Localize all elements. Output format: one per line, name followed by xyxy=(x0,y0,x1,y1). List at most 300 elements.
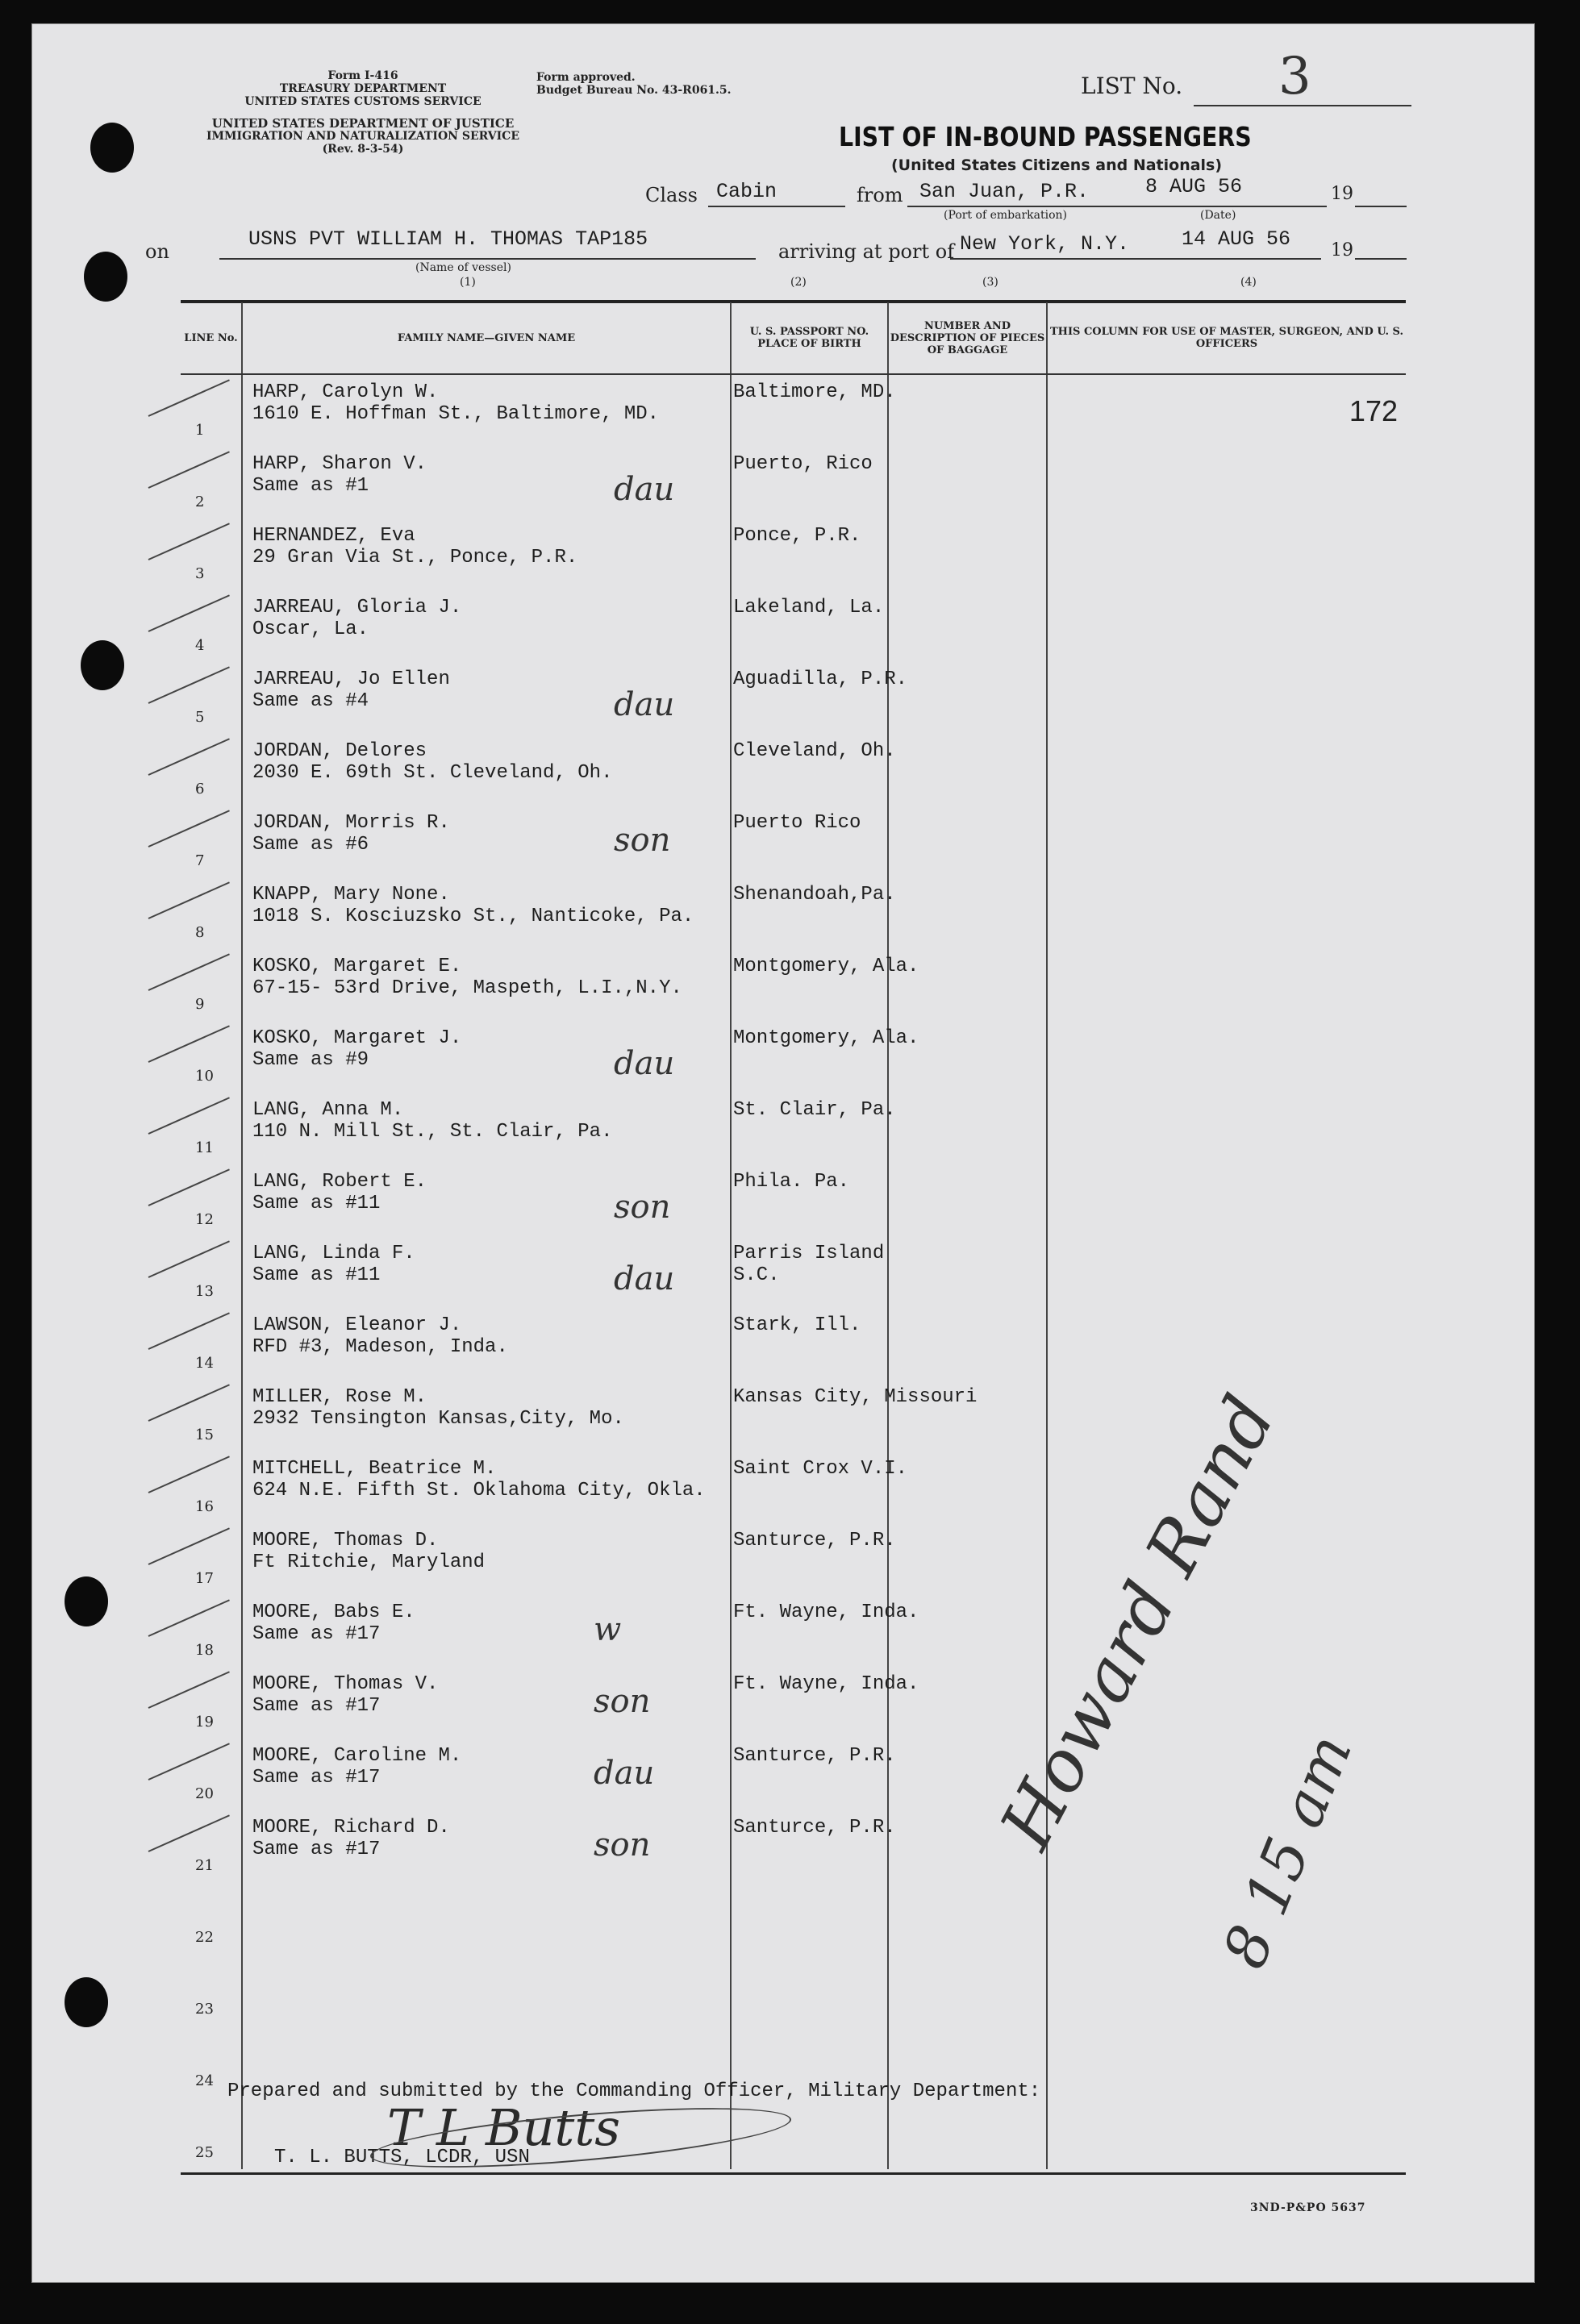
year-underline-2 xyxy=(1355,258,1407,260)
place-of-birth: Saint Crox V.I. xyxy=(733,1458,908,1480)
tally-mark xyxy=(148,1599,230,1637)
birthplace-cell xyxy=(731,1882,888,1954)
revision-date: (Rev. 8-3-54) xyxy=(322,143,404,156)
place-of-birth: Santurce, P.R. xyxy=(733,1530,896,1551)
tally-mark xyxy=(148,1814,230,1852)
line-number: 10 xyxy=(195,1068,214,1085)
line-number: 19 xyxy=(195,1714,214,1731)
name-cell xyxy=(242,1882,731,1954)
birthplace-cell xyxy=(731,1523,896,1595)
department-of-justice: UNITED STATES DEPARTMENT OF JUSTICE xyxy=(211,116,515,131)
table-row xyxy=(181,734,1406,806)
place-of-birth: Ft. Wayne, Inda. xyxy=(733,1601,919,1623)
line-number: 20 xyxy=(195,1785,214,1802)
place-of-birth: Ft. Wayne, Inda. xyxy=(733,1673,919,1695)
birthplace-cell xyxy=(731,1093,896,1164)
passenger-name: LANG, Anna M. xyxy=(252,1099,404,1121)
passenger-address: RFD #3, Madeson, Inda. xyxy=(252,1336,508,1358)
officer-cell xyxy=(1047,2026,1406,2097)
embarkation-caption: (Port of embarkation) xyxy=(944,209,1067,222)
tally-mark xyxy=(148,594,230,632)
officer-cell xyxy=(1047,1308,1406,1380)
line-number: 2 xyxy=(195,494,205,510)
line-no-cell xyxy=(181,1380,242,1451)
passenger-address: Same as #11 xyxy=(252,1264,381,1286)
relationship-note: dau xyxy=(614,1045,675,1082)
baggage-cell xyxy=(888,519,1047,590)
officer-cell xyxy=(1047,949,1406,1021)
passenger-name: MOORE, Caroline M. xyxy=(252,1745,462,1767)
officer-cell xyxy=(1047,734,1406,806)
table-row xyxy=(181,447,1406,519)
year-underline-1 xyxy=(1355,206,1407,207)
baggage-cell xyxy=(888,949,1047,1021)
line-no-cell xyxy=(181,1451,242,1523)
passenger-name: KOSKO, Margaret J. xyxy=(252,1027,462,1049)
name-cell xyxy=(242,1954,731,2026)
passenger-address: 1610 E. Hoffman St., Baltimore, MD. xyxy=(252,403,660,425)
line-number: 24 xyxy=(195,2072,214,2089)
name-cell xyxy=(242,734,731,806)
line-no-cell xyxy=(181,1523,242,1595)
line-number: 17 xyxy=(195,1570,214,1587)
place-of-birth: Baltimore, MD. xyxy=(733,381,896,403)
class-underline xyxy=(708,206,845,207)
immigration-service: IMMIGRATION AND NATURALIZATION SERVICE xyxy=(206,130,519,143)
table-row xyxy=(181,590,1406,662)
relationship-note: son xyxy=(614,1189,671,1226)
prepared-by-text: Prepared and submitted by the Commanding Officer, Military Department: xyxy=(227,2080,1041,2102)
passenger-name: MILLER, Rose M. xyxy=(252,1386,427,1408)
binder-hole-top xyxy=(90,123,134,173)
line-no-cell xyxy=(181,1595,242,1667)
relationship-note: w xyxy=(594,1611,622,1648)
form-approved: Form approved. xyxy=(536,71,636,84)
baggage-cell xyxy=(888,1021,1047,1093)
line-no-cell xyxy=(181,1739,242,1810)
passenger-address: 2030 E. 69th St. Cleveland, Oh. xyxy=(252,762,613,784)
passenger-address: 1018 S. Kosciuzsko St., Nanticoke, Pa. xyxy=(252,906,694,927)
place-of-birth-line-2: S.C. xyxy=(733,1264,780,1286)
baggage-cell xyxy=(888,1164,1047,1236)
officer-cell xyxy=(1047,1021,1406,1093)
budget-bureau: Budget Bureau No. 43-R061.5. xyxy=(536,84,732,97)
arriving-label: arriving at port of xyxy=(778,240,955,263)
line-number: 5 xyxy=(195,709,205,726)
line-no-cell xyxy=(181,877,242,949)
binder-hole-middle xyxy=(81,640,124,690)
tally-mark xyxy=(148,1097,230,1135)
column-3-caption: (3) xyxy=(982,276,998,289)
tally-mark xyxy=(148,451,230,489)
page-subtitle: (United States Citizens and Nationals) xyxy=(891,156,1223,174)
name-cell xyxy=(242,877,731,949)
line-no-cell xyxy=(181,1667,242,1739)
baggage-cell xyxy=(888,1093,1047,1164)
line-no-cell xyxy=(181,1164,242,1236)
table-row xyxy=(181,806,1406,877)
line-no-cell xyxy=(181,519,242,590)
place-of-birth: Ponce, P.R. xyxy=(733,525,861,547)
place-of-birth: Stark, Ill. xyxy=(733,1314,861,1336)
margin-signature: Howard Rand xyxy=(984,1382,1291,1862)
place-of-birth: Santurce, P.R. xyxy=(733,1817,896,1839)
passenger-manifest-page xyxy=(32,24,1534,2282)
baggage-cell xyxy=(888,1954,1047,2026)
table-row xyxy=(181,662,1406,734)
list-no-value: 3 xyxy=(1278,47,1311,106)
birthplace-cell xyxy=(731,734,896,806)
embarkation-port-value: San Juan, P.R. xyxy=(919,180,1090,203)
passenger-address: 624 N.E. Fifth St. Oklahoma City, Okla. xyxy=(252,1480,706,1501)
tally-mark xyxy=(148,666,230,704)
passenger-table xyxy=(181,302,1406,2169)
passenger-name: JORDAN, Delores xyxy=(252,740,427,762)
passenger-name: JARREAU, Jo Ellen xyxy=(252,668,450,690)
name-cell xyxy=(242,1093,731,1164)
passenger-address: Same as #17 xyxy=(252,1767,381,1789)
tally-mark xyxy=(148,881,230,919)
relationship-note: dau xyxy=(614,471,675,508)
tally-mark xyxy=(148,1025,230,1063)
birthplace-cell xyxy=(731,949,919,1021)
passenger-address: Oscar, La. xyxy=(252,618,369,640)
place-of-birth: Aguadilla, P.R. xyxy=(733,668,908,690)
baggage-cell xyxy=(888,1882,1047,1954)
passenger-name: KOSKO, Margaret E. xyxy=(252,956,462,977)
birthplace-cell xyxy=(731,1451,908,1523)
table-row xyxy=(181,1236,1406,1308)
name-cell xyxy=(242,1595,731,1667)
name-cell xyxy=(242,949,731,1021)
passenger-name: LAWSON, Eleanor J. xyxy=(252,1314,462,1336)
baggage-cell xyxy=(888,662,1047,734)
officer-cell xyxy=(1047,877,1406,949)
line-no-cell xyxy=(181,1308,242,1380)
header-line-no: LINE No. xyxy=(181,302,242,374)
birthplace-cell xyxy=(731,1164,888,1236)
signer-name: T. L. BUTTS, LCDR, USN xyxy=(274,2147,530,2168)
officer-cell xyxy=(1047,374,1406,447)
name-cell xyxy=(242,374,731,447)
birthplace-cell xyxy=(731,1810,896,1882)
column-1-caption: (1) xyxy=(460,276,476,289)
line-no-cell xyxy=(181,374,242,447)
passenger-name: JARREAU, Gloria J. xyxy=(252,597,462,618)
place-of-birth: Puerto, Rico xyxy=(733,453,873,475)
passenger-name: MOORE, Richard D. xyxy=(252,1817,450,1839)
tally-mark xyxy=(148,1168,230,1206)
passenger-name: MITCHELL, Beatrice M. xyxy=(252,1458,497,1480)
line-number: 18 xyxy=(195,1642,214,1659)
column-2-caption: (2) xyxy=(790,276,807,289)
baggage-cell xyxy=(888,590,1047,662)
birthplace-cell xyxy=(731,662,908,734)
name-cell xyxy=(242,519,731,590)
tally-mark xyxy=(148,379,230,417)
baggage-cell xyxy=(888,1523,1047,1595)
vessel-underline xyxy=(219,258,756,260)
name-cell xyxy=(242,1667,731,1739)
arrival-date-value: 14 AUG 56 xyxy=(1182,227,1291,251)
line-number: 8 xyxy=(195,924,205,941)
line-number: 9 xyxy=(195,996,205,1013)
baggage-cell xyxy=(888,1236,1047,1308)
tally-mark xyxy=(148,1384,230,1422)
table-row xyxy=(181,1164,1406,1236)
officer-note: 172 xyxy=(1349,394,1398,427)
passenger-address: 29 Gran Via St., Ponce, P.R. xyxy=(252,547,578,569)
passenger-name: JORDAN, Morris R. xyxy=(252,812,450,834)
tally-mark xyxy=(148,1671,230,1709)
header-baggage: NUMBER AND DESCRIPTION OF PIECES OF BAGGAGE xyxy=(888,302,1047,374)
baggage-cell xyxy=(888,1380,1047,1451)
baggage-cell xyxy=(888,1451,1047,1523)
table-row xyxy=(181,519,1406,590)
officer-cell xyxy=(1047,1810,1406,1882)
passenger-name: MOORE, Thomas V. xyxy=(252,1673,439,1695)
place-of-birth: Kansas City, Missouri xyxy=(733,1386,978,1408)
name-cell xyxy=(242,590,731,662)
year-prefix-2: 19 xyxy=(1331,240,1353,260)
on-label: on xyxy=(145,240,169,263)
birthplace-cell xyxy=(731,1380,978,1451)
line-number: 15 xyxy=(195,1426,214,1443)
line-number: 12 xyxy=(195,1211,214,1228)
passenger-name: LANG, Robert E. xyxy=(252,1171,427,1193)
birthplace-cell xyxy=(731,1021,919,1093)
treasury-department: TREASURY DEPARTMENT xyxy=(279,82,447,95)
table-row xyxy=(181,1954,1406,2026)
name-cell xyxy=(242,447,731,519)
passenger-address: Same as #9 xyxy=(252,1049,369,1071)
officer-cell xyxy=(1047,519,1406,590)
passenger-address: 67-15- 53rd Drive, Maspeth, L.I.,N.Y. xyxy=(252,977,682,999)
table-row xyxy=(181,1308,1406,1380)
line-no-cell xyxy=(181,1021,242,1093)
birthplace-cell xyxy=(731,1739,896,1810)
officer-cell xyxy=(1047,662,1406,734)
binder-hole-bottom xyxy=(65,1977,108,2027)
line-no-cell xyxy=(181,662,242,734)
date-caption: (Date) xyxy=(1200,209,1236,222)
relationship-note: dau xyxy=(594,1755,655,1792)
name-cell xyxy=(242,1021,731,1093)
relationship-note: son xyxy=(594,1826,651,1864)
arrival-underline xyxy=(950,258,1321,260)
name-cell xyxy=(242,1308,731,1380)
table-row xyxy=(181,877,1406,949)
baggage-cell xyxy=(888,1595,1047,1667)
relationship-note: dau xyxy=(614,1260,675,1297)
place-of-birth: Puerto Rico xyxy=(733,812,861,834)
passenger-address: 110 N. Mill St., St. Clair, Pa. xyxy=(252,1121,613,1143)
name-cell xyxy=(242,662,731,734)
birthplace-cell xyxy=(731,1595,919,1667)
officer-cell xyxy=(1047,1954,1406,2026)
passenger-address: Same as #17 xyxy=(252,1839,381,1860)
tally-mark xyxy=(148,1743,230,1780)
table-header-row xyxy=(181,302,1406,374)
birthplace-cell xyxy=(731,519,888,590)
line-no-cell xyxy=(181,1093,242,1164)
line-no-cell xyxy=(181,1810,242,1882)
place-of-birth: Parris Island xyxy=(733,1243,885,1264)
place-of-birth: St. Clair, Pa. xyxy=(733,1099,896,1121)
place-of-birth: Shenandoah,Pa. xyxy=(733,884,896,906)
passenger-address: Ft Ritchie, Maryland xyxy=(252,1551,486,1573)
name-cell xyxy=(242,1236,731,1308)
birthplace-cell xyxy=(731,806,888,877)
tally-mark xyxy=(148,1240,230,1278)
passenger-address: Same as #17 xyxy=(252,1695,381,1717)
passenger-address: Same as #17 xyxy=(252,1623,381,1645)
place-of-birth: Phila. Pa. xyxy=(733,1171,850,1193)
tally-mark xyxy=(148,953,230,991)
officer-cell xyxy=(1047,590,1406,662)
tally-mark xyxy=(148,738,230,776)
year-prefix-1: 19 xyxy=(1331,184,1353,204)
from-label: from xyxy=(857,184,903,206)
arrival-port-value: New York, N.Y. xyxy=(960,232,1130,256)
line-number: 25 xyxy=(195,2144,214,2161)
table-row xyxy=(181,1739,1406,1810)
line-number: 21 xyxy=(195,1857,214,1874)
list-no-label: LIST No. xyxy=(1081,73,1183,99)
place-of-birth: Lakeland, La. xyxy=(733,597,885,618)
passenger-address: Same as #1 xyxy=(252,475,369,497)
line-number: 13 xyxy=(195,1283,214,1300)
baggage-cell xyxy=(888,806,1047,877)
line-no-cell xyxy=(181,734,242,806)
passenger-name: HARP, Sharon V. xyxy=(252,453,427,475)
header-passport: U. S. PASSPORT NO. PLACE OF BIRTH xyxy=(731,302,888,374)
passenger-name: HARP, Carolyn W. xyxy=(252,381,439,403)
birthplace-cell xyxy=(731,877,896,949)
line-no-cell xyxy=(181,447,242,519)
passenger-address: Same as #4 xyxy=(252,690,369,712)
passenger-address: Same as #6 xyxy=(252,834,369,856)
line-no-cell xyxy=(181,1236,242,1308)
header-name: FAMILY NAME—GIVEN NAME xyxy=(242,302,731,374)
passenger-address: 2932 Tensington Kansas,City, Mo. xyxy=(252,1408,624,1430)
list-no-underline xyxy=(1194,105,1411,106)
binder-hole-upper xyxy=(84,252,127,302)
table-row xyxy=(181,374,1406,447)
passenger-name: LANG, Linda F. xyxy=(252,1243,415,1264)
name-cell xyxy=(242,806,731,877)
place-of-birth: Montgomery, Ala. xyxy=(733,956,919,977)
line-no-cell xyxy=(181,590,242,662)
officer-cell xyxy=(1047,1236,1406,1308)
customs-service: UNITED STATES CUSTOMS SERVICE xyxy=(244,95,482,108)
class-label: Class xyxy=(645,184,698,206)
tally-mark xyxy=(148,1312,230,1350)
baggage-cell xyxy=(888,1308,1047,1380)
tally-mark xyxy=(148,1456,230,1493)
name-cell xyxy=(242,1523,731,1595)
embarkation-date-value: 8 AUG 56 xyxy=(1145,175,1243,198)
baggage-cell xyxy=(888,1667,1047,1739)
birthplace-cell xyxy=(731,1236,888,1308)
column-4-caption: (4) xyxy=(1240,276,1257,289)
passenger-name: HERNANDEZ, Eva xyxy=(252,525,415,547)
place-of-birth: Cleveland, Oh. xyxy=(733,740,896,762)
name-cell xyxy=(242,1451,731,1523)
birthplace-cell xyxy=(731,374,896,447)
line-number: 16 xyxy=(195,1498,214,1515)
print-code: 3ND-P&PO 5637 xyxy=(1250,2201,1366,2214)
birthplace-cell xyxy=(731,1667,919,1739)
tally-mark xyxy=(148,810,230,848)
page-title: LIST OF IN-BOUND PASSENGERS xyxy=(839,121,1252,152)
line-number: 7 xyxy=(195,852,205,869)
relationship-note: son xyxy=(614,822,671,859)
relationship-note: son xyxy=(594,1683,651,1720)
table-row xyxy=(181,1093,1406,1164)
relationship-note: dau xyxy=(614,686,675,723)
name-cell xyxy=(242,1739,731,1810)
line-number: 4 xyxy=(195,637,205,654)
table-row xyxy=(181,949,1406,1021)
form-number: Form I-416 xyxy=(327,69,398,82)
line-no-cell xyxy=(181,2097,242,2169)
line-no-cell xyxy=(181,806,242,877)
officer-cell xyxy=(1047,1093,1406,1164)
passenger-name: MOORE, Thomas D. xyxy=(252,1530,439,1551)
baggage-cell xyxy=(888,2097,1047,2169)
baggage-cell xyxy=(888,374,1047,447)
baggage-cell xyxy=(888,447,1047,519)
baggage-cell xyxy=(888,734,1047,806)
place-of-birth: Santurce, P.R. xyxy=(733,1745,896,1767)
passenger-name: KNAPP, Mary None. xyxy=(252,884,450,906)
table-row xyxy=(181,1810,1406,1882)
passenger-name: MOORE, Babs E. xyxy=(252,1601,415,1623)
officer-cell xyxy=(1047,447,1406,519)
line-number: 6 xyxy=(195,781,205,798)
signature: T L Butts xyxy=(387,2098,621,2157)
birthplace-cell xyxy=(731,1954,888,2026)
birthplace-cell xyxy=(731,1308,888,1380)
table-row xyxy=(181,1595,1406,1667)
name-cell xyxy=(242,1810,731,1882)
name-cell xyxy=(242,1164,731,1236)
embarkation-underline xyxy=(907,206,1327,207)
vessel-name-value: USNS PVT WILLIAM H. THOMAS TAP185 xyxy=(248,227,648,251)
vessel-caption: (Name of vessel) xyxy=(415,261,511,274)
binder-hole-lower xyxy=(65,1576,108,1626)
line-number: 3 xyxy=(195,565,205,582)
line-no-cell xyxy=(181,1882,242,1954)
tally-mark xyxy=(148,523,230,560)
line-number: 11 xyxy=(195,1139,214,1156)
line-number: 23 xyxy=(195,2001,214,2018)
officer-cell xyxy=(1047,1164,1406,1236)
class-value: Cabin xyxy=(716,180,777,203)
birthplace-cell xyxy=(731,447,888,519)
baggage-cell xyxy=(888,877,1047,949)
table-row xyxy=(181,1021,1406,1093)
margin-time: 8 15 am xyxy=(1210,1725,1366,1978)
table-row xyxy=(181,1667,1406,1739)
officer-cell xyxy=(1047,2097,1406,2169)
tally-mark xyxy=(148,1527,230,1565)
line-no-cell xyxy=(181,1954,242,2026)
table-bottom-rule xyxy=(181,2172,1406,2175)
header-officers: THIS COLUMN FOR USE OF MASTER, SURGEON, AND U. S. OFFICERS xyxy=(1047,302,1406,374)
line-number: 1 xyxy=(195,422,205,439)
